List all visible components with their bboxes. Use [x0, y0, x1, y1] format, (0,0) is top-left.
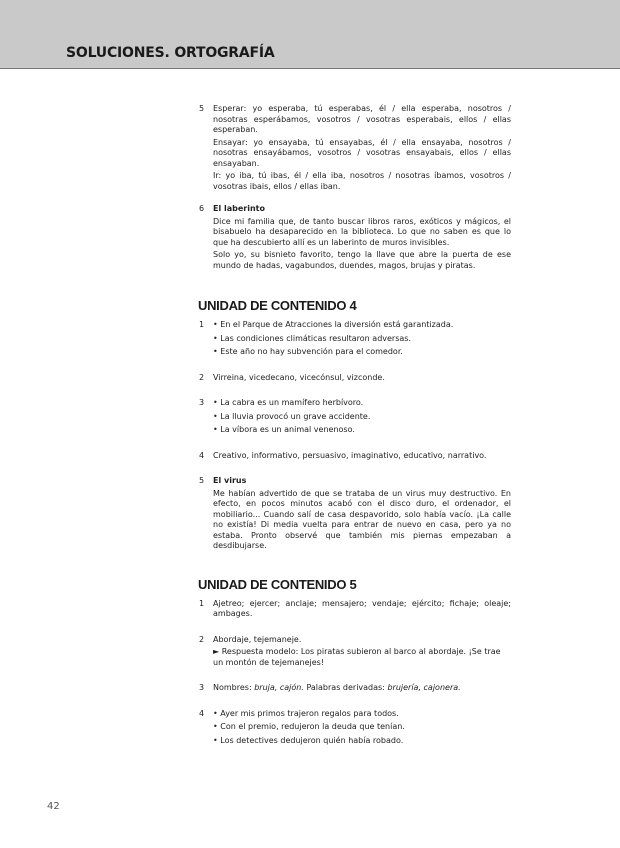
bullet-item: • La cabra es un mamífero herbívoro.: [213, 398, 511, 409]
list-item: [199, 204, 511, 271]
page-number: 42: [47, 801, 60, 812]
list-item: [199, 398, 511, 436]
list-item: [199, 683, 511, 694]
item-text: Virreina, vicedecano, vicecónsul, vizconde.: [213, 372, 385, 382]
paragraph: Me habían advertido de que se trataba de un virus muy destructivo. En efecto, en pocos minutos acabó con el disco duro, el ordenador, el mobiliario... Cuando salí de casa despavorido, solo había vacío. ¡La calle no existía! Di media vuelta para entrar de nuevo en casa, pero ya no estaba. Pronto observé que también mis piernas empezaban a desdibujarse.: [213, 488, 511, 550]
page-header: [0, 0, 620, 69]
item-number: 2: [199, 634, 205, 644]
list-item: [199, 104, 511, 192]
item-number: 2: [199, 372, 205, 382]
unit-heading: UNIDAD DE CONTENIDO 4: [198, 298, 357, 313]
text-title: El laberinto: [213, 204, 265, 213]
item-number: 1: [199, 320, 205, 329]
list-item: [199, 599, 511, 620]
paragraph-ir: Ir: yo iba, tú ibas, él / ella iba, nosotros / nosotras íbamos, vosotros / vosotras ibais, ellos / ellas iban.: [213, 171, 511, 191]
list-item: [199, 709, 511, 747]
bullet-item: • La víbora es un animal venenoso.: [213, 425, 511, 436]
label-nombres: Nombres:: [213, 683, 252, 692]
text-title: El virus: [213, 476, 247, 485]
item-text: Abordaje, tejemaneje.: [213, 634, 302, 644]
list-item: [199, 635, 511, 669]
list-item: [199, 320, 511, 358]
label-derivadas: Palabras derivadas:: [306, 683, 385, 692]
item-number: 1: [199, 598, 205, 608]
bullet-item: • Ayer mis primos trajeron regalos para todos.: [213, 709, 511, 720]
list-item: [199, 373, 511, 384]
list-item: [199, 476, 511, 552]
bullet-item: • En el Parque de Atracciones la diversión está garantizada.: [213, 320, 511, 331]
bullet-item: • Este año no hay subvención para el comedor.: [213, 347, 511, 358]
bullet-item: • La lluvia provocó un grave accidente.: [213, 412, 511, 423]
item-text: Ajetreo; ejercer; anclaje; mensajero; vendaje; ejército; fichaje; oleaje; ambages.: [213, 598, 511, 618]
item-number: 5: [199, 476, 205, 485]
model-answer: ► Respuesta modelo: Los piratas subieron al barco al abordaje. ¡Se trae un montón de tejemanejes!: [213, 647, 501, 667]
paragraph: Dice mi familia que, de tanto buscar libros raros, exóticos y mágicos, el bisabuelo ha desaparecido en la biblioteca. Lo que no saben es que lo que ha descubierto allí es un laberinto de muros invisibles.: [213, 216, 511, 247]
item-text: Creativo, informativo, persuasivo, imaginativo, educativo, narrativo.: [213, 450, 487, 460]
bullet-item: • Con el premio, redujeron la deuda que tenían.: [213, 722, 511, 733]
item-number: 3: [199, 683, 205, 692]
bullet-item: • Las condiciones climáticas resultaron adversas.: [213, 334, 511, 345]
nombres-value: bruja, cajón.: [254, 683, 304, 692]
derivadas-value: brujería, cajonera.: [387, 683, 461, 692]
item-number: 5: [199, 104, 205, 113]
bullet-item: • Los detectives dedujeron quién había robado.: [213, 736, 511, 747]
item-number: 4: [199, 708, 205, 718]
item-number: 3: [199, 398, 205, 407]
list-item: [199, 451, 511, 462]
solutions-content: [199, 104, 511, 746]
paragraph-ensayar: Ensayar: yo ensayaba, tú ensayabas, él / ella ensayaba, nosotros / nosotras ensayábamos, vosotros / vosotras ensayabais, ellos / ellas ensayaban.: [213, 137, 511, 168]
paragraph: Solo yo, su bisnieto favorito, tengo la llave que abre la puerta de ese mundo de hadas, vagabundos, duendes, magos, brujas y piratas.: [213, 250, 511, 270]
paragraph-esperar: Esperar: yo esperaba, tú esperabas, él / ella esperaba, nosotros / nosotras esperábamos, vosotros / vosotras esperabais, ellos / ellas esperaban.: [213, 104, 511, 134]
header-title: SOLUCIONES. ORTOGRAFÍA: [66, 45, 275, 61]
item-number: 6: [199, 204, 205, 213]
unit-heading: UNIDAD DE CONTENIDO 5: [198, 576, 357, 592]
item-number: 4: [199, 450, 205, 460]
